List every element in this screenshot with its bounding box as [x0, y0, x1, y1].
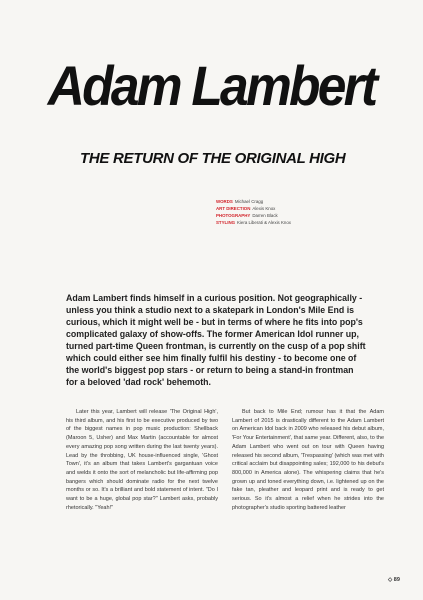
- credit-line-photography: [216, 212, 406, 219]
- credit-value: Michael Cragg: [234, 199, 264, 204]
- page-number-value: 89: [393, 577, 400, 583]
- credit-key: STYLING: [216, 220, 236, 225]
- article-title: Adam Lambert: [47, 54, 376, 117]
- credits-block: [216, 198, 406, 226]
- credit-value: Darren Black: [252, 213, 278, 218]
- page-marker-icon: ◇: [388, 577, 393, 583]
- body-column-right: [232, 408, 384, 512]
- credit-key: WORDS: [216, 199, 233, 204]
- article-subtitle: THE RETURN OF THE ORIGINAL HIGH: [80, 150, 346, 167]
- body-paragraph: But back to Mile End; rumour has it that the Adam Lambert of 2015 is drastically different to the Adam Lambert on American Idol back in 2009 who released his debut album, 'For Your Entertainment', that same year. Different, also, to the Adam Lambert who went out on tour with Queen having released his second album, 'Trespassing' (which was met with critical acclaim but disappointing sales; 192,000 to his debut's 800,000 in America alone). The whispering claims that he's grown up and toned everything down, i.e. lightened up on the fake tan, pleather and leopard print and is ready to get serious. So it's almost a relief when he strides into the photographer's studio sporting battered leather: [232, 409, 384, 511]
- credit-line-art-direction: [216, 205, 406, 212]
- page-number: [388, 577, 400, 583]
- credit-value: Alexis Knox: [252, 206, 276, 211]
- credit-line-words: [216, 198, 406, 205]
- body-paragraph: Later this year, Lambert will release 'The Original High', his third album, and his first to be executive produced by two of the biggest names in pop music production: Shellback (Maroon 5, Usher) and Max Martin (accountable for almost every amazing pop song written during the last twenty years). Lead by the throbbing, UK house-influenced single, 'Ghost Town', it's an album that takes Lambert's gargantuan voice and welds it onto the sort of melancholic but life-affirming pop bangers which should dominate radio for the next twelve months or so. It's a brilliant and bold statement of intent. "Do I want to be a huge, global pop star?" Lambert asks, probably rhetorically. "Yeah!": [66, 409, 218, 511]
- body-column-left: [66, 408, 218, 512]
- credit-key: PHOTOGRAPHY: [216, 213, 251, 218]
- credit-value: Kiera Liberati & Alexis Knox: [237, 220, 291, 225]
- credit-key: ART DIRECTION: [216, 206, 251, 211]
- credit-line-styling: [216, 219, 406, 226]
- intro-paragraph: Adam Lambert finds himself in a curious position. Not geographically - unless you think a studio next to a skatepark in London's Mile End is curious, which it might well be - but in terms of where he fits into pop's complicated galaxy of show-offs. The former American Idol runner up, turned part-time Queen frontman, is currently on the cusp of a pop shift which could either see him finally fulfil his destiny - to become one of the world's biggest pop stars - or return to being a stand-in frontman for a beloved 'dad rock' behemoth.: [66, 293, 366, 387]
